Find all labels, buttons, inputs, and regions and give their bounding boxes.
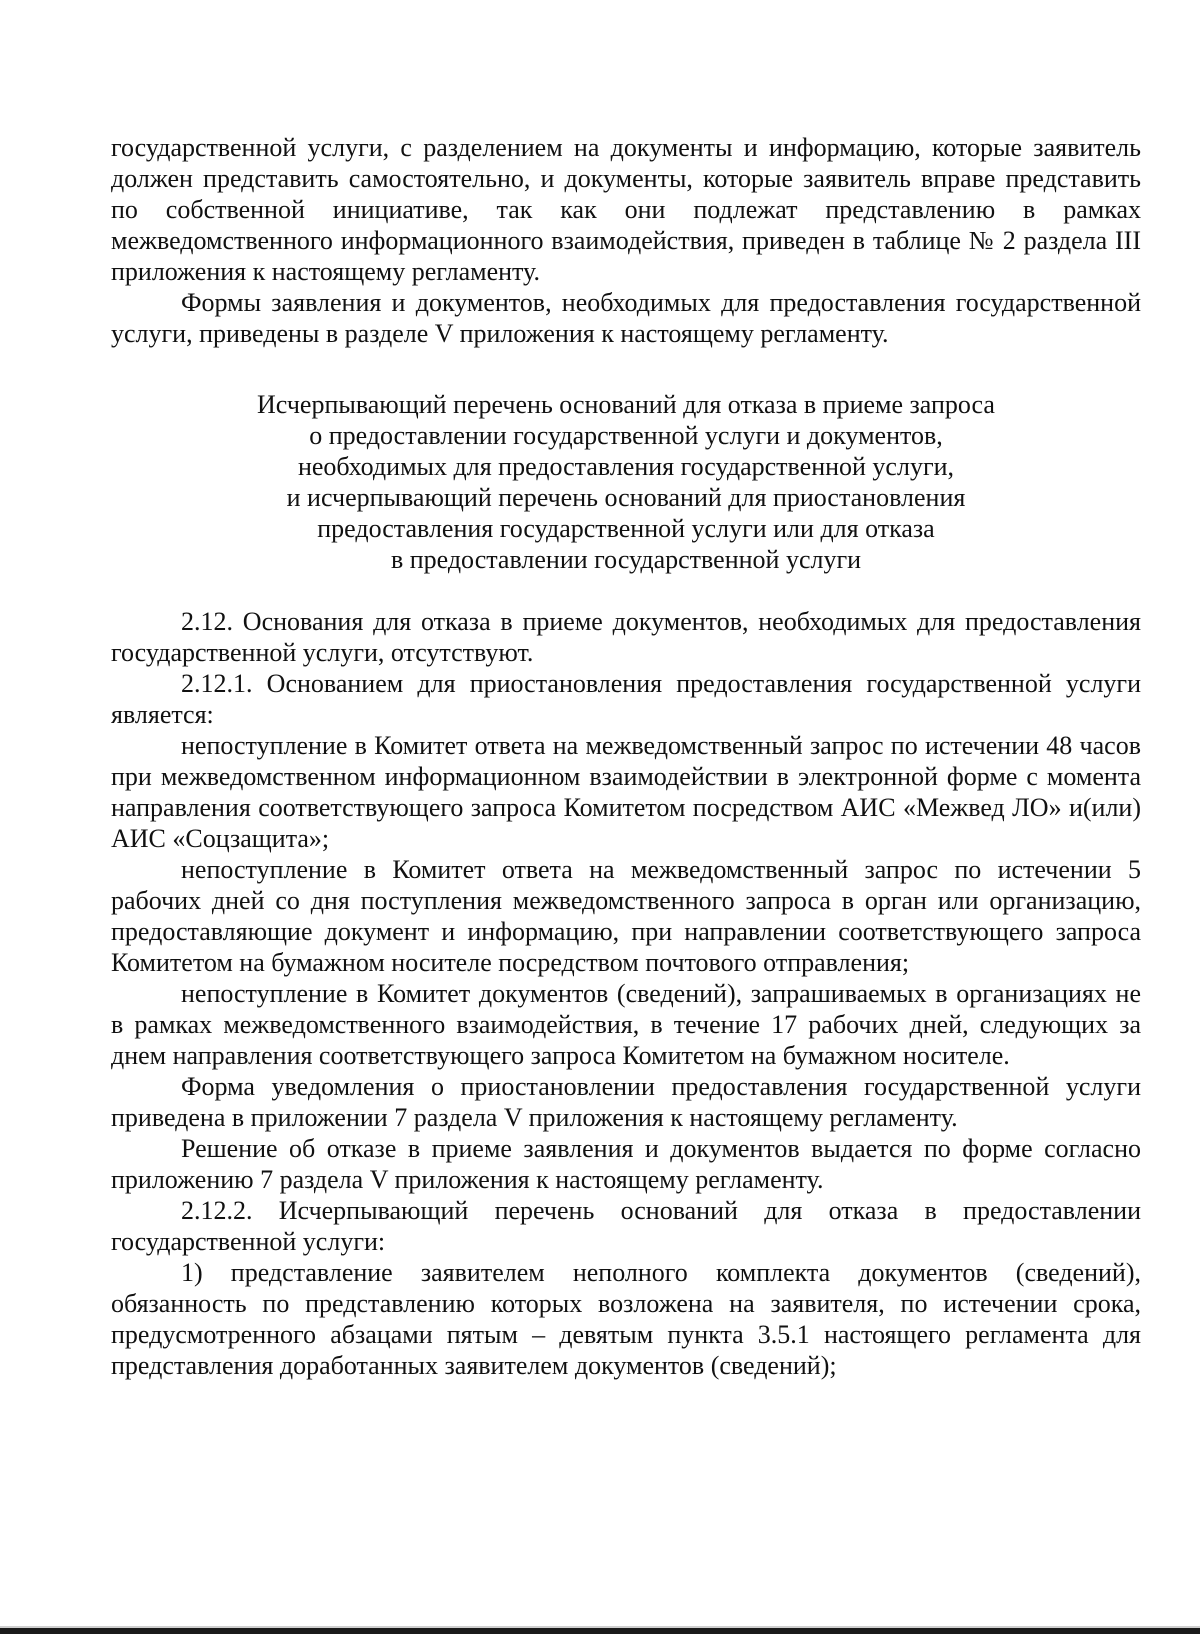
paragraph-suspension-48h: непоступление в Комитет ответа на межведомственный запрос по истечении 48 часов при межведомственном информационном взаимодействии в электронной форме с момента направления соответствующего запроса Комитетом посредством АИС «Межвед ЛО» и(или) АИС «Соцзащита»; (111, 731, 1141, 853)
paragraph-refusal-decision: Решение об отказе в приеме заявления и документов выдается по форме согласно приложению 7 раздела V приложения к настоящему регламенту. (111, 1134, 1141, 1194)
paragraph-2-12: 2.12. Основания для отказа в приеме документов, необходимых для предоставления государственной услуги, отсутствуют. (111, 607, 1141, 667)
paragraph-2-12-1: 2.12.1. Основанием для приостановления предоставления государственной услуги является: (111, 669, 1141, 729)
paragraph-forms: Формы заявления и документов, необходимых для предоставления государственной услуги, приведены в разделе V приложения к настоящему регламенту. (111, 288, 1141, 348)
document-body (111, 132, 1141, 1381)
paragraph-suspension-5days: непоступление в Комитет ответа на межведомственный запрос по истечении 5 рабочих дней со дня поступления межведомственного запроса в орган или организацию, предоставляющие документ и информацию, при направлении соответствующего запроса Комитетом на бумажном носителе посредством почтового отправления; (111, 855, 1141, 977)
heading-line: Исчерпывающий перечень оснований для отказа в приеме запроса (257, 390, 995, 419)
heading-line: и исчерпывающий перечень оснований для приостановления (286, 483, 966, 512)
heading-line: предоставления государственной услуги или для отказа (317, 514, 935, 543)
paragraph-continuation: государственной услуги, с разделением на документы и информацию, которые заявитель должен представить самостоятельно, и документы, которые заявитель вправе представить по собственной инициативе, так как они подлежат представлению в рамках межведомственного информационного взаимодействия, приведен в таблице № 2 раздела III приложения к настоящему регламенту. (111, 133, 1141, 286)
paragraph-suspension-17days: непоступление в Комитет документов (сведений), запрашиваемых в организациях не в рамках межведомственного взаимодействия, в течение 17 рабочих дней, следующих за днем направления соответствующего запроса Комитетом на бумажном носителе. (111, 979, 1141, 1070)
spacer (111, 575, 1141, 606)
paragraph-2-12-2: 2.12.2. Исчерпывающий перечень оснований для отказа в предоставлении государственной услуги: (111, 1196, 1141, 1256)
paragraph-notice-form: Форма уведомления о приостановлении предоставления государственной услуги приведена в приложении 7 раздела V приложения к настоящему регламенту. (111, 1072, 1141, 1132)
spacer (111, 349, 1141, 389)
heading-line: необходимых для предоставления государственной услуги, (297, 452, 955, 481)
section-heading (111, 389, 1141, 575)
paragraph-item-1: 1) представление заявителем неполного комплекта документов (сведений), обязанность по представлению которых возложена на заявителя, по истечении срока, предусмотренного абзацами пятым – девятым пункта 3.5.1 настоящего регламента для представления доработанных заявителем документов (сведений); (111, 1258, 1141, 1380)
scan-edge (0, 1628, 1200, 1634)
heading-line: в предоставлении государственной услуги (390, 545, 862, 574)
heading-line: о предоставлении государственной услуги и документов, (309, 421, 943, 450)
